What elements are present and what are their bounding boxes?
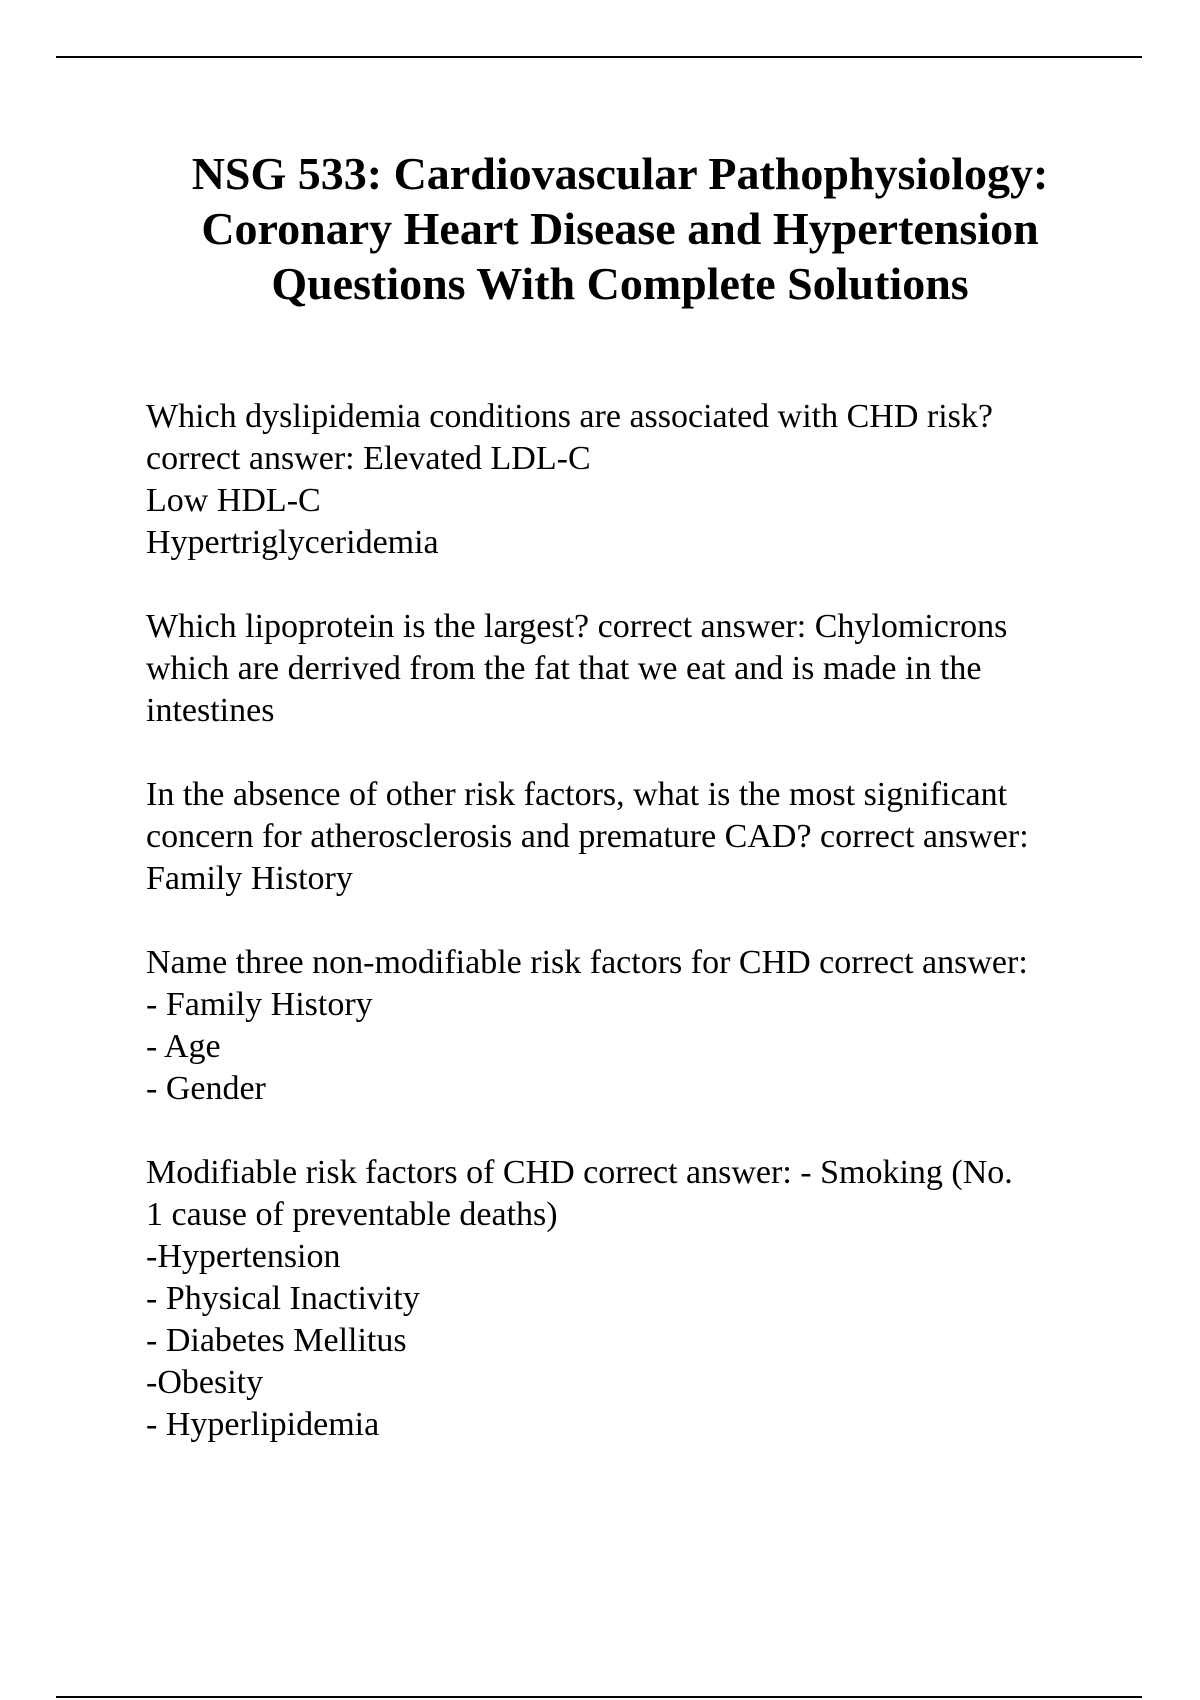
qa-line: Family History	[146, 860, 353, 897]
qa-line: correct answer: Elevated LDL-C	[146, 440, 591, 477]
qa-line: In the absence of other risk factors, what is the most significant	[146, 776, 1008, 813]
title-line: Questions With Complete Solutions	[271, 258, 969, 309]
qa-line: - Age	[146, 1028, 221, 1065]
qa-item	[146, 606, 1136, 732]
qa-line: Modifiable risk factors of CHD correct answer: - Smoking (No.	[146, 1154, 1013, 1191]
qa-line: - Family History	[146, 986, 373, 1023]
qa-item	[146, 774, 1136, 900]
qa-line: Hypertriglyceridemia	[146, 524, 439, 561]
qa-line: -Obesity	[146, 1364, 264, 1401]
qa-list	[146, 396, 1136, 1488]
qa-item	[146, 1152, 1136, 1446]
qa-line: - Diabetes Mellitus	[146, 1322, 407, 1359]
qa-line: - Physical Inactivity	[146, 1280, 420, 1317]
qa-line: Name three non-modifiable risk factors for CHD correct answer:	[146, 944, 1028, 981]
qa-line: - Hyperlipidemia	[146, 1406, 380, 1443]
qa-line: 1 cause of preventable deaths)	[146, 1196, 558, 1233]
qa-line: Which lipoprotein is the largest? correct answer: Chylomicrons	[146, 608, 1008, 645]
top-rule	[56, 56, 1142, 58]
qa-line: which are derrived from the fat that we eat and is made in the	[146, 650, 982, 687]
qa-line: - Gender	[146, 1070, 266, 1107]
qa-line: -Hypertension	[146, 1238, 341, 1275]
qa-line: Which dyslipidemia conditions are associated with CHD risk?	[146, 398, 993, 435]
bottom-rule	[56, 1696, 1142, 1698]
qa-item	[146, 942, 1136, 1110]
title-line: Coronary Heart Disease and Hypertension	[201, 203, 1039, 254]
qa-line: Low HDL-C	[146, 482, 321, 519]
qa-line: concern for atherosclerosis and premature CAD? correct answer:	[146, 818, 1029, 855]
qa-item	[146, 396, 1136, 564]
qa-line: intestines	[146, 692, 275, 729]
document-title	[90, 146, 1150, 311]
title-line: NSG 533: Cardiovascular Pathophysiology:	[191, 148, 1049, 199]
